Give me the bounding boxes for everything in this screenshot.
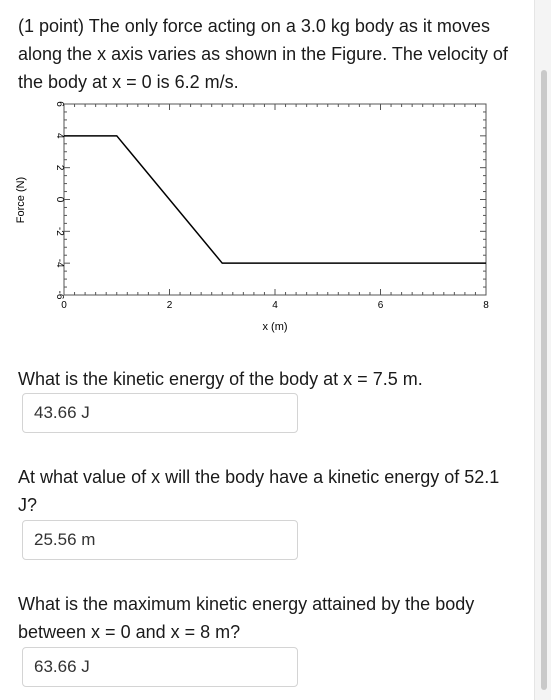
y-axis-label: Force (N) [15,176,27,224]
question-2: At what value of x will the body have a kinetic energy of 52.1 J? [18,467,500,515]
x-tick-label: 6 [377,300,384,311]
y-tick-label: -4 [54,258,65,268]
y-tick-label: 4 [54,133,65,139]
question-3: What is the maximum kinetic energy attained by the body between x = 0 and x = 8 m? [18,594,475,642]
force-series-line [64,136,486,263]
question-1: What is the kinetic energy of the body at x = 7.5 m. [18,369,423,389]
y-tick-label: -2 [54,226,65,236]
answer-field-3[interactable]: 63.66 J [22,647,298,687]
x-tick-label: 2 [166,300,173,311]
x-tick-label: 4 [272,300,278,311]
x-tick-labels [61,300,489,311]
scrollbar-thumb[interactable] [541,70,547,690]
y-tick-label: 2 [54,164,65,171]
y-tick-labels [54,101,65,300]
force-chart-svg [0,92,534,342]
answer-field-2[interactable]: 25.56 m [22,520,298,560]
plot-frame [64,104,486,295]
answer-field-1[interactable]: 43.66 J [22,393,298,433]
y-tick-label: 6 [54,101,65,107]
y-tick-label: -6 [54,290,65,300]
x-axis-label: x (m) [262,321,288,333]
points-label: (1 point) [18,16,89,36]
problem-statement [18,12,518,96]
force-chart [0,92,534,342]
x-tick-label: 0 [61,300,67,311]
y-tick-label: 0 [54,196,65,203]
x-tick-label: 8 [483,300,489,311]
tick-marks [64,104,486,295]
problem-body: The only force acting on a 3.0 kg body as it moves along the x axis varies as shown in the Figure. The velocity of the body at x = 0 is 6.2 m/s. [18,16,508,92]
